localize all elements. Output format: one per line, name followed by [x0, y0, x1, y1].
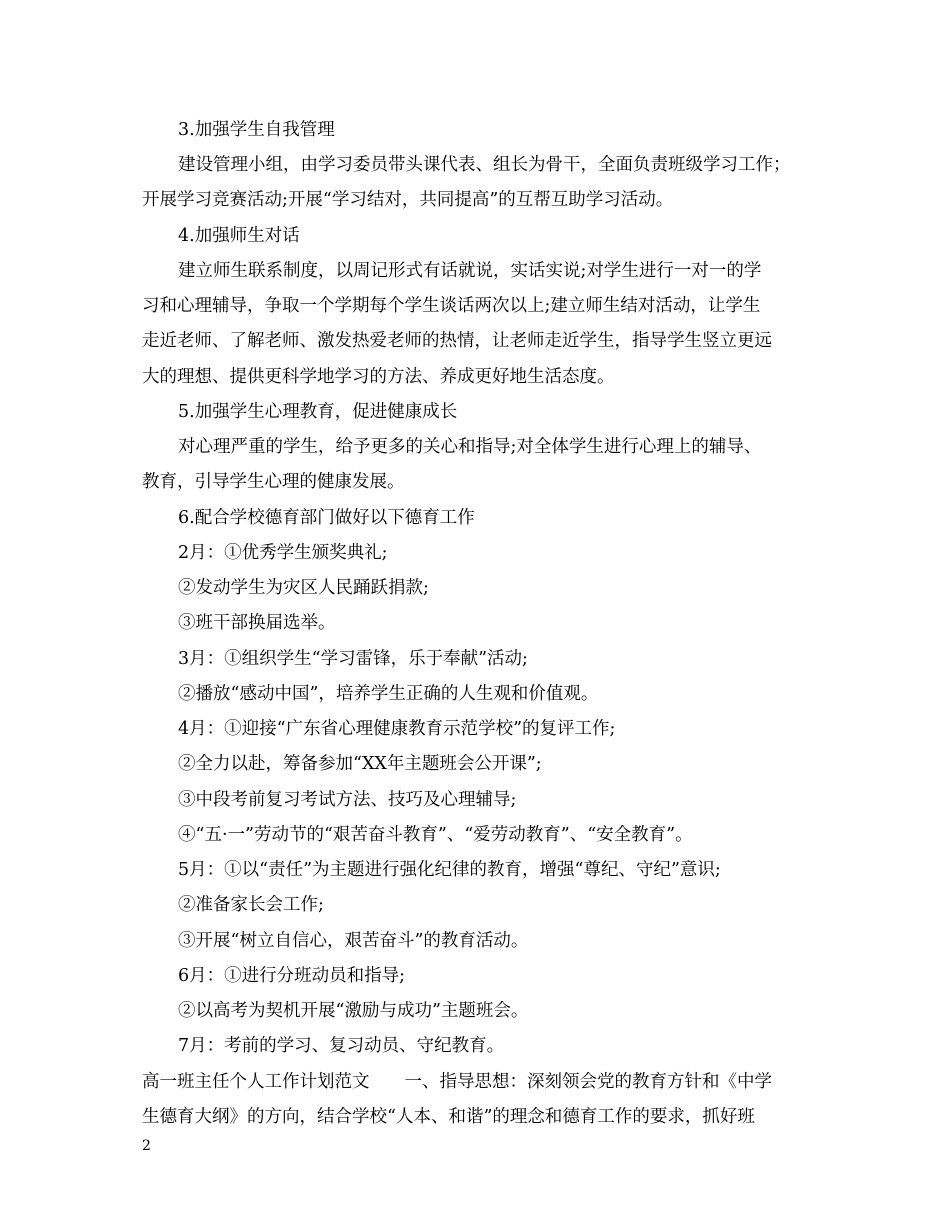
paragraph-line: 习和心理辅导，争取一个学期每个学生谈话两次以上;建立师生结对活动，让学生 — [142, 296, 761, 316]
paragraph-line: 建设管理小组，由学习委员带头课代表、组长为骨干，全面负责班级学习工作； — [178, 155, 791, 175]
list-item: 6月：①进行分班动员和指导; — [178, 966, 406, 986]
heading-moral-education: 6.配合学校德育部门做好以下德育工作 — [178, 508, 475, 528]
list-item: 4月：①迎接“广东省心理健康教育示范学校”的复评工作; — [178, 719, 616, 739]
paragraph-line: 建立师生联系制度，以周记形式有话就说，实话实说;对学生进行一对一的学 — [178, 261, 762, 281]
list-item: ②准备家长会工作; — [178, 895, 324, 915]
paragraph-line: 开展学习竞赛活动;开展“学习结对，共同提高”的互帮互助学习活动。 — [142, 190, 674, 210]
list-item: 5月：①以“责任”为主题进行强化纪律的教育，增强“尊纪、守纪”意识; — [178, 860, 721, 880]
heading-mental-education: 5.加强学生心理教育，促进健康成长 — [178, 402, 458, 422]
list-item: ②播放“感动中国”，培养学生正确的人生观和价值观。 — [178, 684, 599, 704]
paragraph-line: 走近老师、了解老师、激发热爱老师的热情，让老师走近学生，指导学生竖立更远 — [142, 331, 772, 351]
list-item: 7月：考前的学习、复习动员、守纪教育。 — [178, 1036, 505, 1056]
list-item: ②以高考为契机开展“激励与成功”主题班会。 — [178, 1001, 529, 1021]
paragraph-line: 高一班主任个人工作计划范文 一、指导思想：深刻领会党的教育方针和《中学 — [142, 1072, 772, 1092]
list-item: 2月：①优秀学生颁奖典礼; — [178, 543, 388, 563]
paragraph-line: 教育，引导学生心理的健康发展。 — [142, 472, 405, 492]
paragraph-line: 对心理严重的学生，给予更多的关心和指导;对全体学生进行心理上的辅导、 — [178, 437, 762, 457]
heading-teacher-student-dialogue: 4.加强师生对话 — [178, 226, 300, 246]
list-item: ③中段考前复习考试方法、技巧及心理辅导; — [178, 790, 517, 810]
list-item: ②发动学生为灾区人民踊跃捐款; — [178, 578, 429, 598]
list-item: ④“五·一”劳动节的“艰苦奋斗教育”、“爱劳动教育”、“安全教育”。 — [178, 825, 693, 845]
paragraph-line: 大的理想、提供更科学地学习的方法、养成更好地生活态度。 — [142, 367, 615, 387]
page-number: 2 — [142, 1138, 151, 1154]
list-item: 3月：①组织学生“学习雷锋，乐于奉献”活动; — [178, 649, 528, 669]
list-item: ③班干部换届选举。 — [178, 613, 336, 633]
list-item: ③开展“树立自信心，艰苦奋斗”的教育活动。 — [178, 931, 529, 951]
list-item: ②全力以赴，筹备参加“XX年主题班会公开课”; — [178, 754, 542, 774]
heading-self-management: 3.加强学生自我管理 — [178, 120, 335, 140]
paragraph-line: 生德育大纲》的方向，结合学校“人本、和谐”的理念和德育工作的要求，抓好班 — [142, 1107, 755, 1127]
